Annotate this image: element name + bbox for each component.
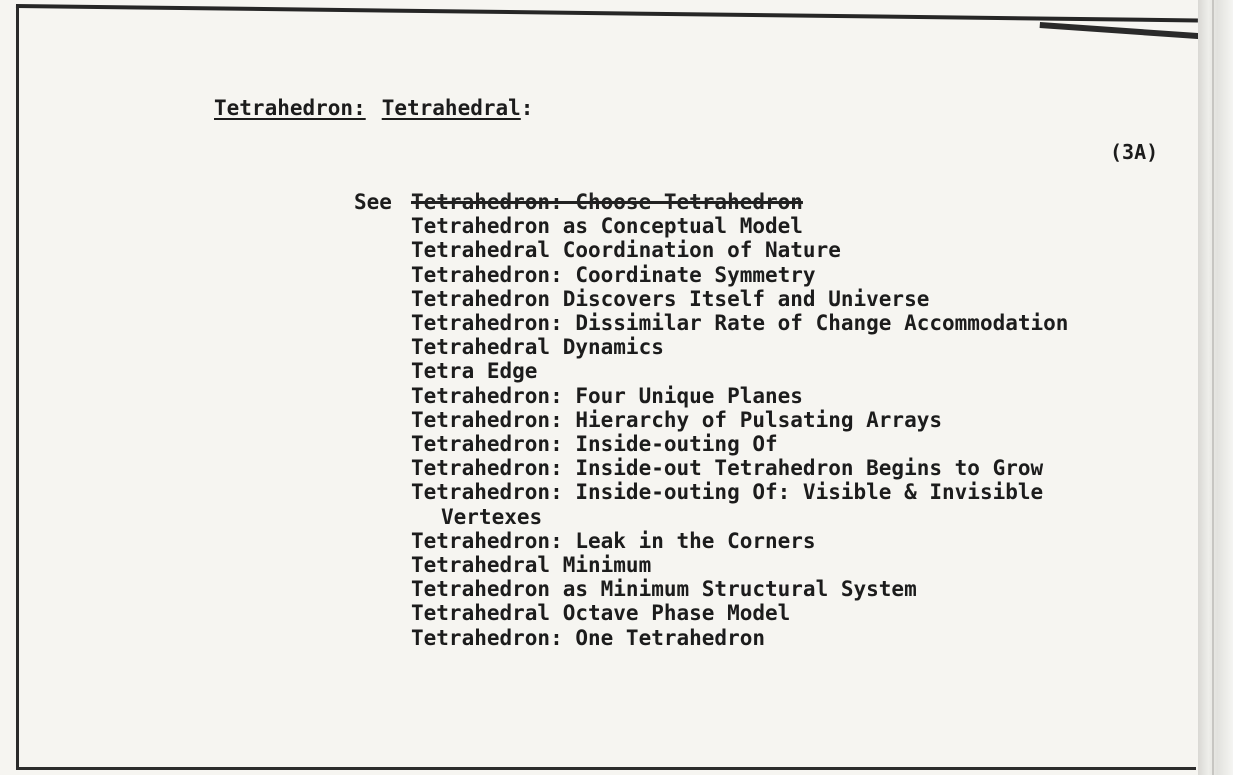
list-item: Tetra Edge	[411, 359, 538, 384]
card-left-border	[16, 6, 19, 770]
card-top-border-curl	[1040, 22, 1200, 39]
list-item: Tetrahedron: Hierarchy of Pulsating Arrays	[411, 407, 943, 432]
list-item: Tetrahedron: Inside-outing Of: Visible & Invisible	[411, 480, 1044, 505]
page-right-edge	[1198, 0, 1233, 775]
list-item: Tetrahedron Discovers Itself and Universe	[411, 286, 930, 311]
list-item: Tetrahedron: Inside-out Tetrahedron Begins to Grow	[411, 456, 1044, 481]
list-item: Tetrahedral Coordination of Nature	[411, 238, 841, 263]
list-item: Tetrahedron: Leak in the Corners	[411, 528, 816, 553]
card-bottom-border	[16, 767, 1196, 770]
card-top-border	[16, 4, 1198, 22]
list-item-struck: Tetrahedron: Choose Tetrahedron	[411, 190, 803, 214]
list-item: Tetrahedron: Dissimilar Rate of Change Accommodation	[411, 311, 1069, 336]
list-item: Tetrahedron: Inside-outing Of	[411, 432, 778, 457]
list-item-continuation: Vertexes	[441, 504, 543, 529]
list-item: Tetrahedral Octave Phase Model	[411, 601, 791, 626]
list-item: Tetrahedral Dynamics	[411, 335, 664, 360]
list-item: Tetrahedron: Four Unique Planes	[411, 383, 803, 408]
page-right-edge-line	[1212, 0, 1214, 775]
list-item: Tetrahedron: Coordinate Symmetry	[411, 262, 816, 287]
see-reference-list	[411, 190, 1068, 650]
heading-term-tetrahedron: Tetrahedron:	[214, 96, 366, 120]
list-item: Tetrahedron as Minimum Structural System	[411, 577, 917, 602]
card-heading	[214, 96, 533, 120]
list-item: Tetrahedron as Conceptual Model	[411, 214, 803, 239]
list-item: Tetrahedron: One Tetrahedron	[411, 625, 766, 650]
list-item: Tetrahedral Minimum	[411, 553, 652, 578]
heading-colon: :	[520, 96, 534, 120]
see-label: See	[354, 190, 392, 214]
page-number: (3A)	[1110, 140, 1159, 164]
heading-term-tetrahedral: Tetrahedral	[381, 96, 521, 120]
